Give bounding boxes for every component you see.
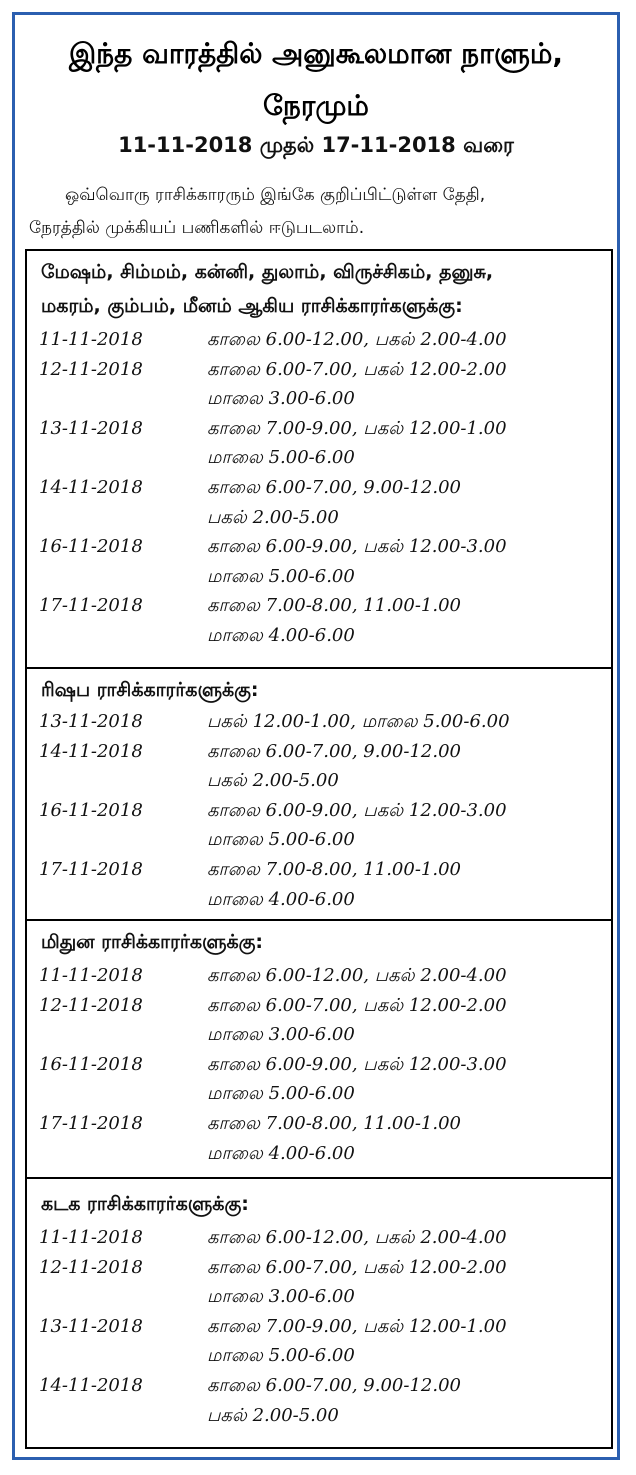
row-time: காலை 7.00-9.00, பகல் 12.00-1.00 — [207, 1315, 507, 1337]
row-time: பகல் 2.00-5.00 — [207, 506, 339, 528]
table-row — [27, 1286, 611, 1316]
row-date: 13-11-2018 — [39, 417, 143, 439]
table-row — [27, 770, 611, 800]
row-time: மாலை 5.00-6.00 — [207, 829, 355, 851]
row-time: மாலை 4.00-6.00 — [207, 1142, 355, 1164]
table-row — [27, 1257, 611, 1287]
table-row — [27, 889, 611, 919]
row-date: 17-11-2018 — [39, 595, 143, 617]
table-row — [27, 1113, 611, 1143]
row-date: 12-11-2018 — [39, 1256, 143, 1278]
row-date: 12-11-2018 — [39, 994, 143, 1016]
row-date: 11-11-2018 — [39, 965, 143, 986]
row-date: 12-11-2018 — [39, 358, 143, 380]
row-time: காலை 6.00-7.00, பகல் 12.00-2.00 — [207, 1256, 507, 1278]
row-time: காலை 6.00-12.00, பகல் 2.00-4.00 — [207, 329, 507, 350]
table-row — [27, 1054, 611, 1084]
row-time: காலை 6.00-9.00, பகல் 12.00-3.00 — [207, 536, 507, 558]
row-date: 14-11-2018 — [39, 740, 143, 762]
row-time: காலை 6.00-7.00, பகல் 12.00-2.00 — [207, 358, 507, 380]
row-date: 17-11-2018 — [39, 859, 143, 880]
table-row — [27, 1227, 611, 1257]
section-1 — [27, 251, 611, 667]
section-heading: கடக ராசிக்காரர்களுக்கு: — [41, 1193, 249, 1215]
date-range: 11-11-2018 முதல் 17-11-2018 வரை — [118, 133, 514, 157]
table-row — [27, 965, 611, 995]
row-date: 14-11-2018 — [39, 477, 143, 498]
table-row — [27, 595, 611, 625]
row-date: 11-11-2018 — [39, 1227, 143, 1248]
section-heading-line-2: மகரம், கும்பம், மீனம் ஆகிய ராசிக்காரர்களுக்கு: — [41, 295, 463, 317]
table-row — [27, 388, 611, 418]
row-date: 16-11-2018 — [39, 799, 143, 821]
row-time: காலை 6.00-7.00, 9.00-12.00 — [207, 477, 461, 498]
page-title: இந்த வாரத்தில் அனுகூலமான நாளும், — [68, 37, 564, 70]
table-row — [27, 329, 611, 359]
row-time: காலை 6.00-12.00, பகல் 2.00-4.00 — [207, 1227, 507, 1248]
intro-line-1: ஒவ்வொரு ராசிக்காரரும் இங்கே குறிப்பிட்டுள்ள தேதி, — [65, 185, 486, 205]
section-heading: ரிஷப ராசிக்காரர்களுக்கு: — [41, 679, 259, 701]
table-row — [27, 1083, 611, 1113]
table-row — [27, 418, 611, 448]
row-date: 13-11-2018 — [39, 1315, 143, 1337]
row-date: 11-11-2018 — [39, 329, 143, 350]
section-3 — [27, 919, 611, 1179]
table-row — [27, 711, 611, 741]
row-date: 16-11-2018 — [39, 1053, 143, 1075]
row-time: காலை 6.00-7.00, 9.00-12.00 — [207, 1375, 461, 1396]
row-time: மாலை 3.00-6.00 — [207, 1024, 355, 1046]
table-row — [27, 1024, 611, 1054]
table-row — [27, 741, 611, 771]
schedule-table — [25, 249, 613, 1449]
table-row — [27, 859, 611, 889]
row-time: காலை 6.00-9.00, பகல் 12.00-3.00 — [207, 1053, 507, 1075]
row-date: 17-11-2018 — [39, 1113, 143, 1134]
row-time: மாலை 5.00-6.00 — [207, 565, 355, 587]
table-row — [27, 1345, 611, 1375]
table-row — [27, 829, 611, 859]
table-row — [27, 1316, 611, 1346]
intro-line-2: நேரத்தில் முக்கியப் பணிகளில் ஈடுபடலாம். — [29, 218, 365, 238]
table-row — [27, 359, 611, 389]
row-time: பகல் 12.00-1.00, மாலை 5.00-6.00 — [207, 711, 510, 732]
table-row — [27, 625, 611, 655]
section-heading: மேஷம், சிம்மம், கன்னி, துலாம், விருச்சிகம், தனுசு, — [41, 261, 494, 283]
row-time: காலை 7.00-8.00, 11.00-1.00 — [207, 859, 461, 880]
section-2 — [27, 667, 611, 921]
row-time: காலை 6.00-9.00, பகல் 12.00-3.00 — [207, 799, 507, 821]
row-time: மாலை 3.00-6.00 — [207, 388, 355, 410]
section-4 — [27, 1177, 611, 1449]
table-row — [27, 1405, 611, 1435]
row-date: 16-11-2018 — [39, 536, 143, 558]
row-time: காலை 7.00-8.00, 11.00-1.00 — [207, 595, 461, 617]
row-time: காலை 6.00-7.00, பகல் 12.00-2.00 — [207, 994, 507, 1016]
row-date: 13-11-2018 — [39, 711, 143, 732]
row-time: காலை 7.00-9.00, பகல் 12.00-1.00 — [207, 417, 507, 439]
section-heading: மிதுன ராசிக்காரர்களுக்கு: — [41, 931, 264, 953]
row-time: காலை 6.00-12.00, பகல் 2.00-4.00 — [207, 965, 507, 986]
row-time: மாலை 4.00-6.00 — [207, 625, 355, 646]
row-time: பகல் 2.00-5.00 — [207, 770, 339, 792]
table-row — [27, 1375, 611, 1405]
table-row — [27, 995, 611, 1025]
page-frame — [12, 12, 620, 1460]
table-row — [27, 507, 611, 537]
row-time: மாலை 5.00-6.00 — [207, 1083, 355, 1105]
row-date: 14-11-2018 — [39, 1375, 143, 1396]
row-time: காலை 6.00-7.00, 9.00-12.00 — [207, 740, 461, 762]
row-time: மாலை 5.00-6.00 — [207, 1345, 355, 1367]
row-time: பகல் 2.00-5.00 — [207, 1404, 339, 1426]
page-subtitle: நேரமும் — [263, 89, 369, 122]
table-row — [27, 800, 611, 830]
row-time: காலை 7.00-8.00, 11.00-1.00 — [207, 1113, 461, 1134]
row-time: மாலை 3.00-6.00 — [207, 1286, 355, 1308]
table-row — [27, 566, 611, 596]
row-time: மாலை 4.00-6.00 — [207, 888, 355, 910]
table-row — [27, 477, 611, 507]
row-time: மாலை 5.00-6.00 — [207, 447, 355, 469]
table-row — [27, 447, 611, 477]
table-row — [27, 1143, 611, 1173]
table-row — [27, 536, 611, 566]
